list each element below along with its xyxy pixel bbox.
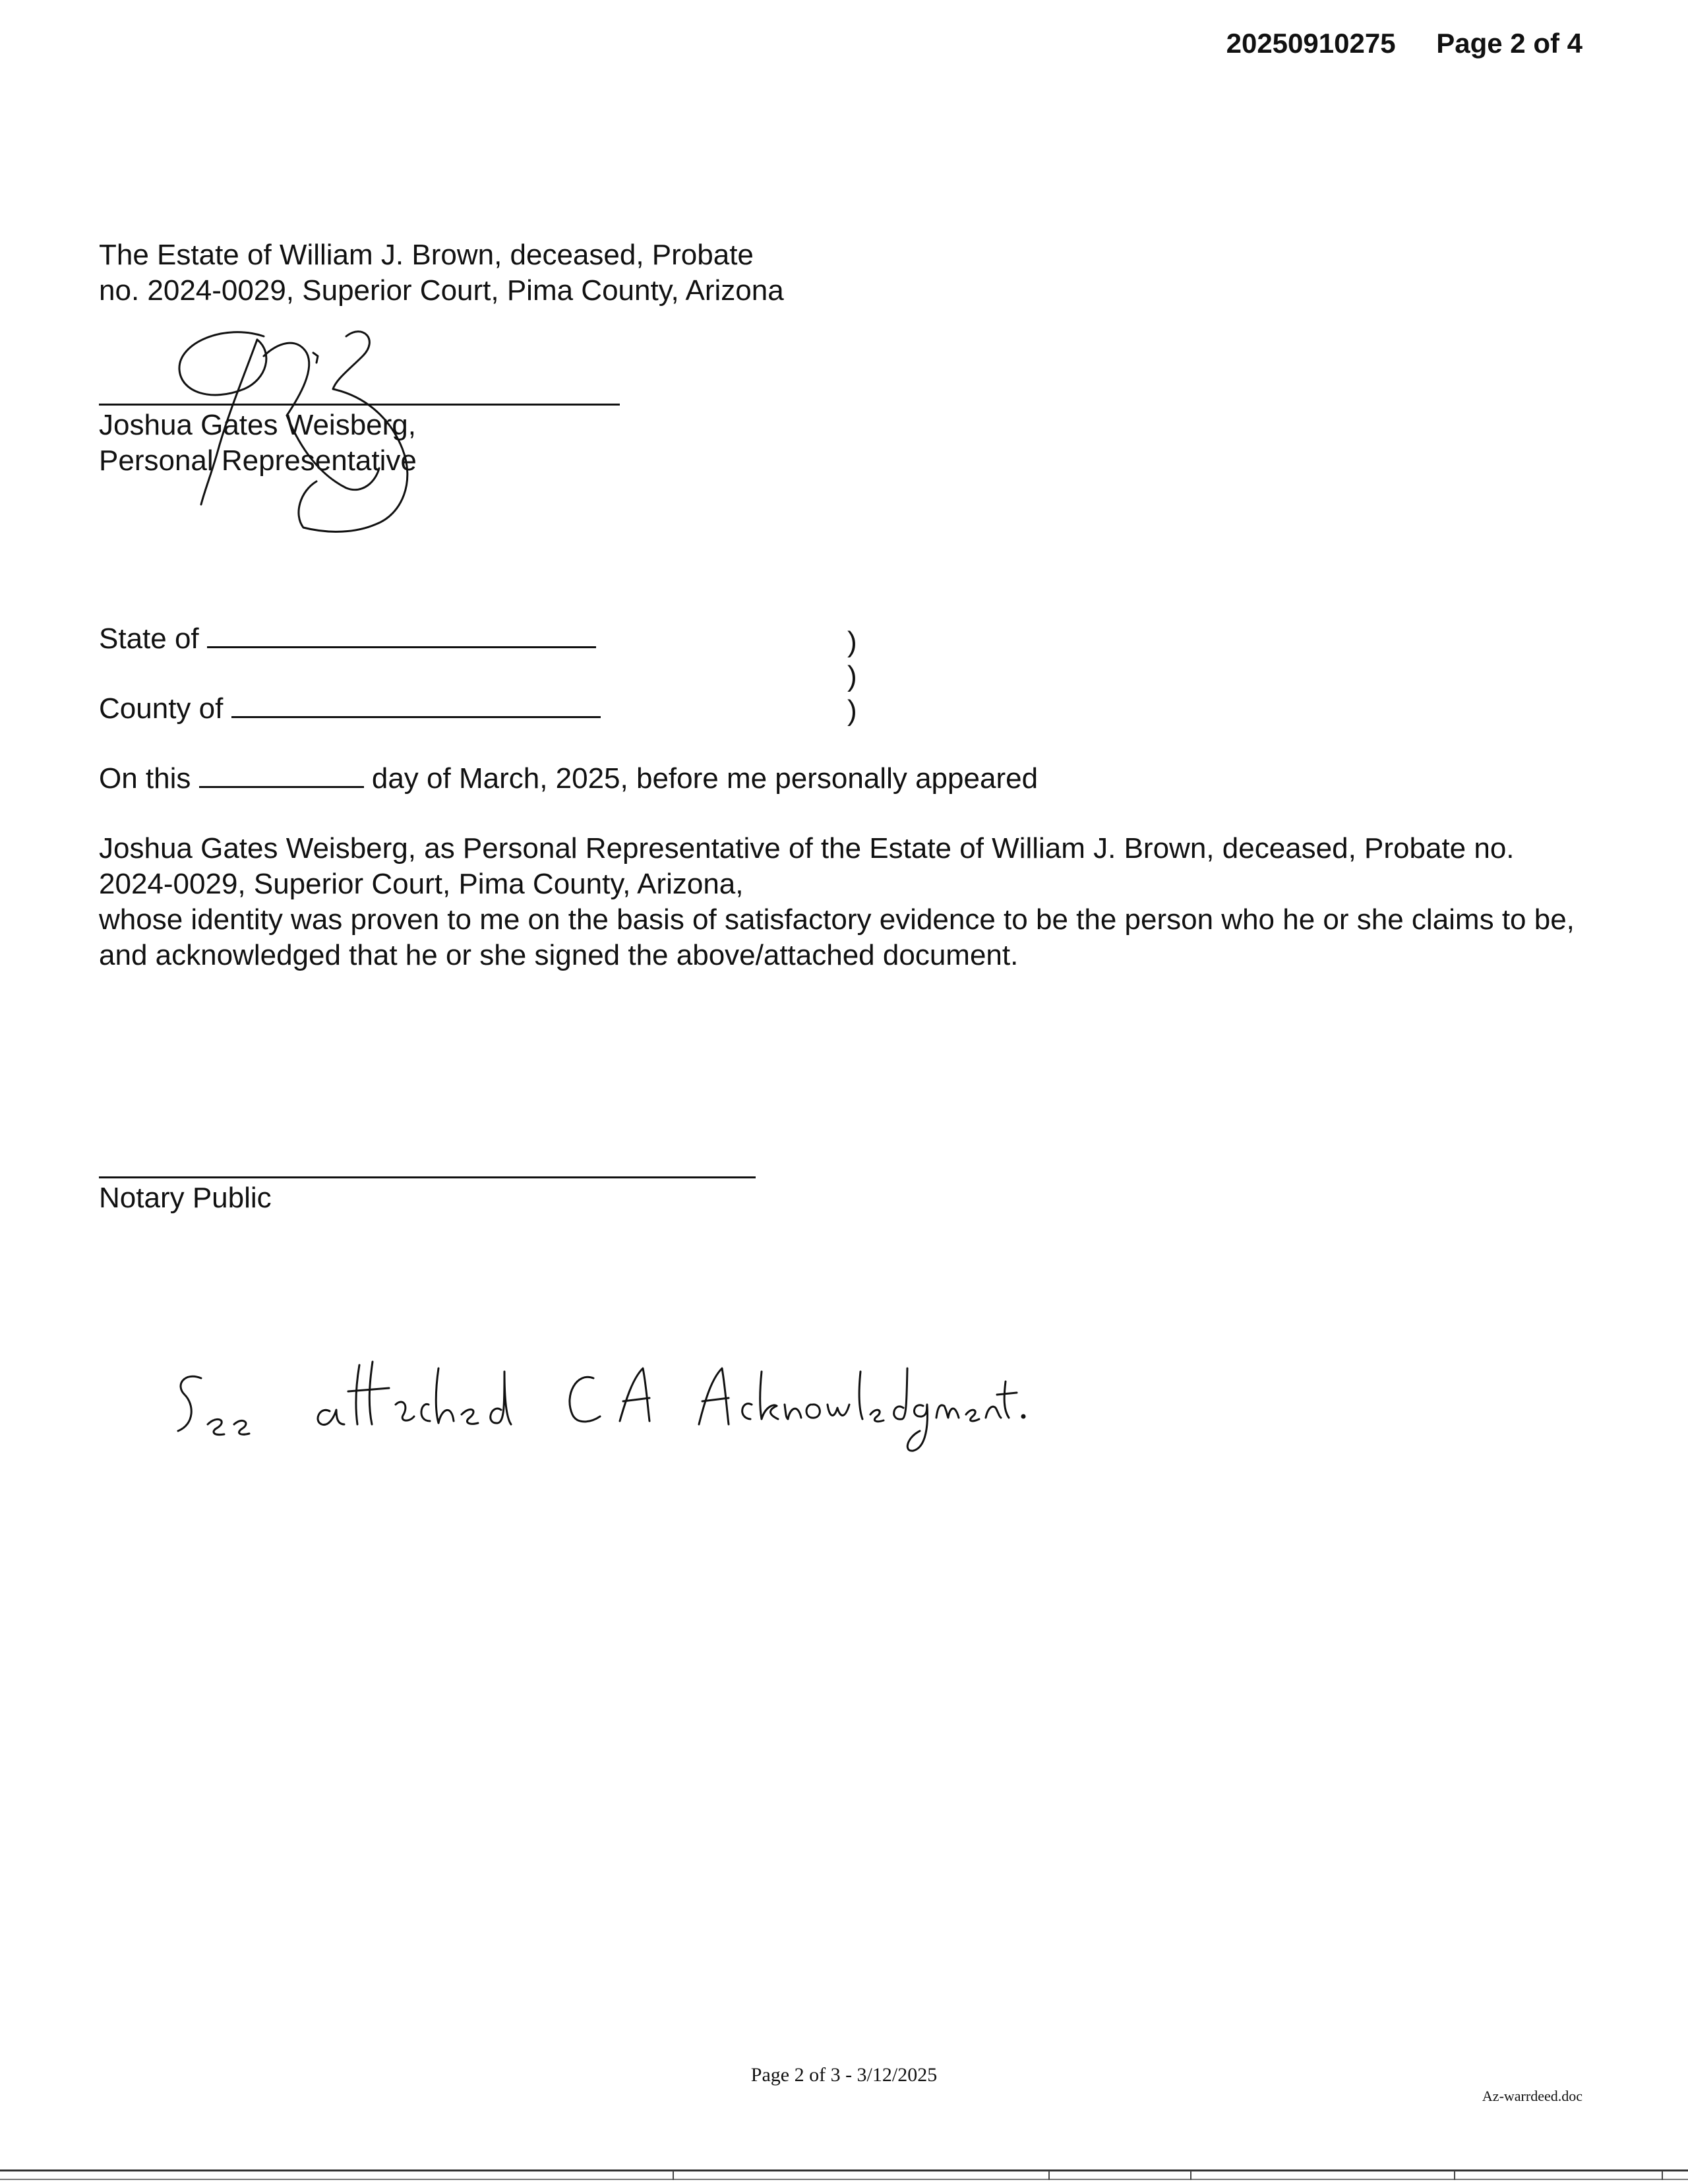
venue-parentheses bbox=[847, 625, 857, 728]
grantor-line-2: no. 2024-0029, Superior Court, Pima County, Arizona bbox=[99, 274, 784, 307]
county-row bbox=[99, 690, 601, 727]
signer-title: Personal Representative bbox=[99, 444, 417, 477]
scan-tick bbox=[1662, 2171, 1663, 2180]
notary-label: Notary Public bbox=[99, 1182, 272, 1214]
document-header bbox=[1226, 28, 1582, 59]
on-this-label: On this bbox=[99, 762, 191, 795]
handwritten-signature bbox=[165, 317, 442, 541]
recording-number: 20250910275 bbox=[1226, 28, 1396, 59]
on-this-row bbox=[99, 760, 1038, 797]
scan-tick bbox=[673, 2171, 674, 2180]
scan-tick bbox=[1190, 2171, 1191, 2180]
county-label: County of bbox=[99, 692, 224, 725]
signer-name: Joshua Gates Weisberg, bbox=[99, 409, 416, 441]
paren-3: ) bbox=[847, 694, 857, 727]
scan-tick bbox=[1048, 2171, 1050, 2180]
footer-page-info: Page 2 of 3 - 3/12/2025 bbox=[750, 2064, 938, 2086]
scan-edge-line bbox=[0, 2169, 1688, 2171]
grantor-block bbox=[99, 237, 784, 309]
page-label: Page 2 of 4 bbox=[1436, 28, 1582, 59]
footer-filename: Az-warrdeed.doc bbox=[1482, 2088, 1582, 2104]
state-label: State of bbox=[99, 622, 199, 655]
handwritten-note bbox=[171, 1332, 1029, 1464]
county-blank[interactable] bbox=[231, 690, 601, 718]
state-row bbox=[99, 620, 596, 657]
day-blank[interactable] bbox=[199, 760, 364, 788]
grantor-line-1: The Estate of William J. Brown, deceased, Probate bbox=[99, 239, 754, 271]
scan-tick bbox=[1454, 2171, 1455, 2180]
acknowledgment-paragraph bbox=[99, 831, 1589, 973]
ack-para-line-2: whose identity was proven to me on the basis of satisfactory evidence to be the person who he or she claims to be, and acknowledged that he or she signed the above/attached document. bbox=[99, 903, 1575, 971]
notary-signature-line bbox=[99, 1176, 756, 1178]
state-blank[interactable] bbox=[207, 620, 596, 648]
ack-para-line-1: Joshua Gates Weisberg, as Personal Representative of the Estate of William J. Brown, deceased, Probate no. 2024-0029, Superior Court, Pima County, Arizona, bbox=[99, 832, 1515, 900]
on-this-rest: day of March, 2025, before me personally appeared bbox=[371, 762, 1039, 795]
scan-edge-line-lower bbox=[0, 2179, 1688, 2180]
paren-1: ) bbox=[847, 626, 857, 658]
paren-2: ) bbox=[847, 660, 857, 692]
